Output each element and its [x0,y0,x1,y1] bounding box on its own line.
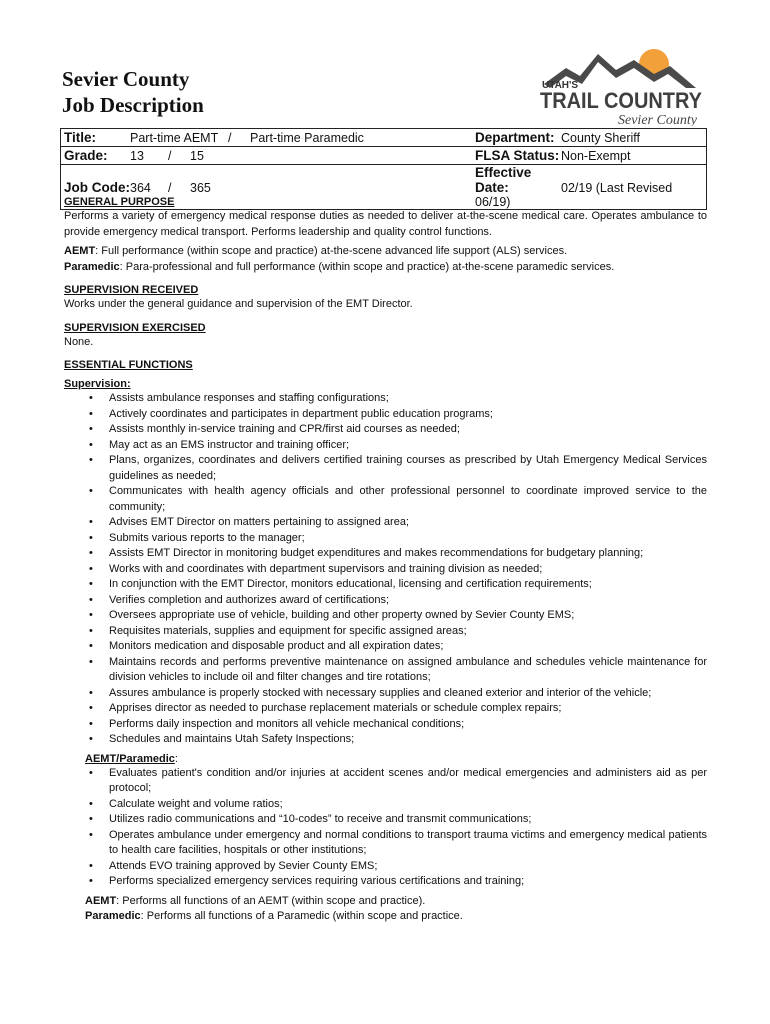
title-separator: / [228,131,232,145]
list-item: • Assures ambulance is properly stocked with necessary supplies and cleaned exterior and interior of the vehicle; [109,686,707,702]
list-item: • Schedules and maintains Utah Safety Inspections; [109,732,707,748]
job-code-label: Job Code: [64,179,130,195]
list-item: • Assists EMT Director in monitoring budget expenditures and makes recommendations for budgetary planning; [109,546,707,562]
list-item: • Submits various reports to the manager; [109,531,707,547]
list-item: • Performs daily inspection and monitors all vehicle mechanical conditions; [109,717,707,733]
title-value-2: Part-time Paramedic [250,131,364,145]
document-title [62,66,204,118]
supervision-functions-list [64,391,707,748]
list-item: • Operates ambulance under emergency and normal conditions to transport trauma victims and emergency medical patients to health care facilities, hospitals or other institutions; [109,828,707,859]
title-value-1: Part-time AEMT [130,131,219,145]
title-line-2: Job Description [62,93,204,117]
supervision-exercised-text: None. [64,335,94,348]
list-item: • Evaluates patient's condition and/or injuries at accident scenes and/or medical emergencies and administers aid as per protocol; [109,766,707,797]
grade-value-1: 13 [130,149,144,163]
list-item: • Actively coordinates and participates in department public education programs; [109,407,707,423]
job-code-separator: / [168,180,172,195]
general-purpose-aemt [64,244,707,260]
grade-row [61,147,707,165]
functions-aemt-text: : Performs all functions of an AEMT (within scope and practice). [116,894,426,907]
effective-date-value: 02/19 (Last Revised 06/19) [475,181,673,209]
list-item: • Calculate weight and volume ratios; [109,797,707,813]
paramedic-label: Paramedic [64,260,120,273]
supervision-exercised-heading: SUPERVISION EXERCISED [64,321,206,334]
title-line-1: Sevier County [62,67,190,91]
list-item: • Assists monthly in-service training and CPR/first aid courses as needed; [109,422,707,438]
grade-value-2: 15 [190,149,204,163]
list-item: • Works with and coordinates with department supervisors and training division as needed; [109,562,707,578]
aemt-paramedic-subheading-row [64,752,707,766]
list-item: • Plans, organizes, coordinates and delivers certified training courses as prescribed by Utah Emergency Medical Services guidelines as needed; [109,453,707,484]
logo-text-sevier-county: Sevier County [618,113,697,126]
list-item: • Performs specialized emergency services requiring various certifications and training; [109,874,707,890]
logo-text-utahs: UTAH'S [542,80,579,91]
aemt-label: AEMT [64,245,96,257]
aemt-paramedic-subheading: AEMT/Paramedic [85,752,175,765]
functions-paramedic [64,909,707,925]
department-value: County Sheriff [561,131,640,145]
logo-text-trail-country: TRAIL COUNTRY [540,88,703,113]
essential-functions-heading: ESSENTIAL FUNCTIONS [64,359,193,371]
aemt-paramedic-functions-list [64,766,707,890]
list-item: • Advises EMT Director on matters pertaining to assigned area; [109,515,707,531]
list-item: • Communicates with health agency officials and other professional personnel to coordinate improved service to the community; [109,484,707,515]
grade-label: Grade: [64,148,108,163]
list-item: • Assists ambulance responses and staffing configurations; [109,391,707,407]
aemt-text: : Full performance (within scope and practice) at-the-scene advanced life support (ALS) services. [95,245,568,257]
list-item: • In conjunction with the EMT Director, monitors educational, licensing and certification requirements; [109,577,707,593]
list-item: • Maintains records and performs preventive maintenance on assigned ambulance and schedules vehicle maintenance for division vehicles to include oil and filter changes and tire rotations; [109,655,707,686]
general-purpose-text: Performs a variety of emergency medical response duties as needed to deliver at-the-scene medical care. Operates ambulance to provide emergency medical transport. Performs leadership and quality control functions. [64,210,707,238]
title-label: Title: [64,130,97,145]
flsa-value: Non-Exempt [561,149,631,163]
grade-separator: / [168,149,172,163]
supervision-received-heading: SUPERVISION RECEIVED [64,284,199,296]
functions-paramedic-label: Paramedic [85,910,141,922]
general-purpose-heading: GENERAL PURPOSE [64,196,175,208]
title-row [61,129,707,147]
general-purpose-paramedic [64,260,707,276]
list-item: • Requisites materials, supplies and equipment for specific assigned areas; [109,624,707,640]
functions-aemt [64,894,707,910]
list-item: • May act as an EMS instructor and training officer; [109,438,707,454]
functions-paramedic-text: : Performs all functions of a Paramedic (within scope and practice. [140,910,463,922]
job-code-value-1: 364 [130,180,151,195]
effective-date-label: Effective Date: [475,165,532,195]
list-item: • Oversees appropriate use of vehicle, building and other property owned by Sevier County EMS; [109,608,707,624]
list-item: • Apprises director as needed to purchase replacement materials or schedule complex repairs; [109,701,707,717]
supervision-subheading: Supervision: [64,378,131,390]
job-description-body [64,195,707,925]
job-code-value-2: 365 [190,180,211,195]
aemt-paramedic-colon: : [174,752,178,765]
paramedic-text: : Para-professional and full performance (within scope and practice) at-the-scene paramedic services. [119,260,615,273]
trail-country-logo [536,44,708,126]
department-label: Department: [475,130,555,145]
functions-aemt-label: AEMT [85,894,117,907]
list-item: • Monitors medication and disposable product and all expiration dates; [109,639,707,655]
flsa-label: FLSA Status: [475,148,560,163]
list-item: • Attends EVO training approved by Sevier County EMS; [109,859,707,875]
supervision-received-text: Works under the general guidance and supervision of the EMT Director. [64,298,413,310]
list-item: • Utilizes radio communications and “10-codes” to receive and transmit communications; [109,812,707,828]
list-item: • Verifies completion and authorizes award of certifications; [109,593,707,609]
